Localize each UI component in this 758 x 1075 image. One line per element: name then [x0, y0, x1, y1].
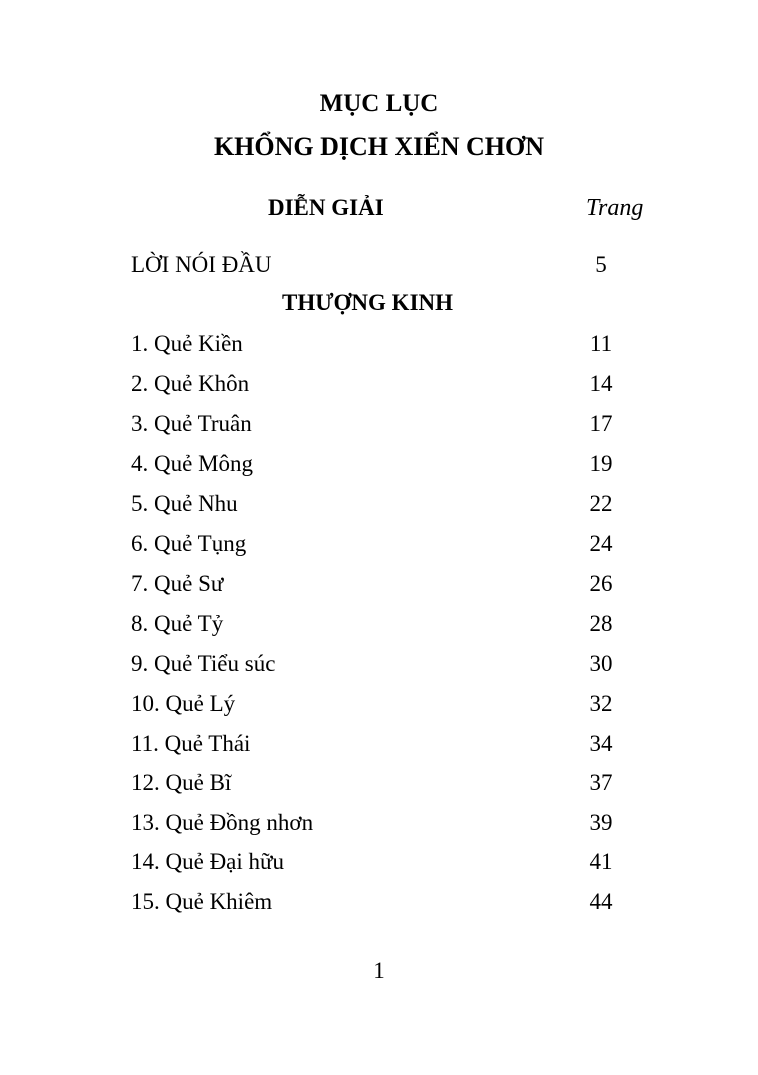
- toc-entry-label: 5. Quẻ Nhu: [131, 491, 238, 516]
- toc-entry[interactable]: [131, 808, 631, 838]
- toc-entry[interactable]: [131, 369, 631, 399]
- toc-entry[interactable]: [131, 489, 631, 519]
- column-header: DIỄN GIẢI: [268, 195, 384, 220]
- toc-entry-label: 14. Quẻ Đại hữu: [131, 849, 284, 874]
- toc-entry[interactable]: [131, 529, 631, 559]
- toc-entry-label: 9. Quẻ Tiểu súc: [131, 651, 276, 676]
- toc-entry[interactable]: [131, 768, 631, 798]
- toc-entry-label: 8. Quẻ Tỷ: [131, 611, 224, 636]
- page-column-header: Trang: [586, 195, 644, 221]
- page-number: 1: [373, 958, 385, 983]
- toc-entry[interactable]: [131, 449, 631, 479]
- toc-entry-label: 1. Quẻ Kiền: [131, 331, 243, 356]
- toc-entry-label: 10. Quẻ Lý: [131, 691, 236, 716]
- book-title: KHỔNG DỊCH XIỂN CHƠN: [213, 132, 545, 161]
- toc-entry-label: 2. Quẻ Khôn: [131, 371, 250, 396]
- toc-entry-label: LỜI NÓI ĐẦU: [131, 252, 272, 277]
- toc-entry[interactable]: [131, 409, 631, 439]
- toc-entry-page: 34: [589, 731, 613, 756]
- toc-entry-page: 37: [589, 770, 613, 795]
- toc-entry-page: 19: [589, 451, 613, 476]
- toc-entry[interactable]: [131, 649, 631, 679]
- toc-entry-page: 32: [589, 691, 613, 716]
- toc-entry-label: 13. Quẻ Đồng nhơn: [131, 810, 314, 835]
- toc-entry-label: 4. Quẻ Mông: [131, 451, 254, 476]
- toc-entry-page: 11: [589, 331, 613, 356]
- toc-entry[interactable]: [131, 887, 631, 917]
- toc-entry[interactable]: [131, 569, 631, 599]
- toc-entry[interactable]: [131, 329, 631, 359]
- toc-entry-label: 6. Quẻ Tụng: [131, 531, 247, 556]
- toc-entry[interactable]: [131, 689, 631, 719]
- section-heading: THƯỢNG KINH: [282, 290, 454, 315]
- toc-entry-page: 41: [589, 849, 613, 874]
- toc-intro-row[interactable]: [131, 250, 631, 280]
- toc-entry-page: 17: [589, 411, 613, 436]
- toc-entry-label: 7. Quẻ Sư: [131, 571, 224, 596]
- toc-entry-label: 12. Quẻ Bĩ: [131, 770, 232, 795]
- toc-entry-page: 28: [589, 611, 613, 636]
- toc-entry[interactable]: [131, 609, 631, 639]
- toc-entry-page: 44: [589, 889, 613, 914]
- toc-entry-page: 30: [589, 651, 613, 676]
- toc-entry-page: 14: [589, 371, 613, 396]
- toc-entry[interactable]: [131, 847, 631, 877]
- page-title: MỤC LỤC: [319, 90, 439, 117]
- toc-entry[interactable]: [131, 729, 631, 759]
- toc-entry-page: 39: [589, 810, 613, 835]
- toc-entry-page: 24: [589, 531, 613, 556]
- toc-entry-page: 5: [595, 252, 607, 277]
- toc-entry-page: 22: [589, 491, 613, 516]
- toc-entry-page: 26: [589, 571, 613, 596]
- toc-entry-label: 15. Quẻ Khiêm: [131, 889, 273, 914]
- toc-entry-label: 11. Quẻ Thái: [131, 731, 251, 756]
- toc-entry-label: 3. Quẻ Truân: [131, 411, 252, 436]
